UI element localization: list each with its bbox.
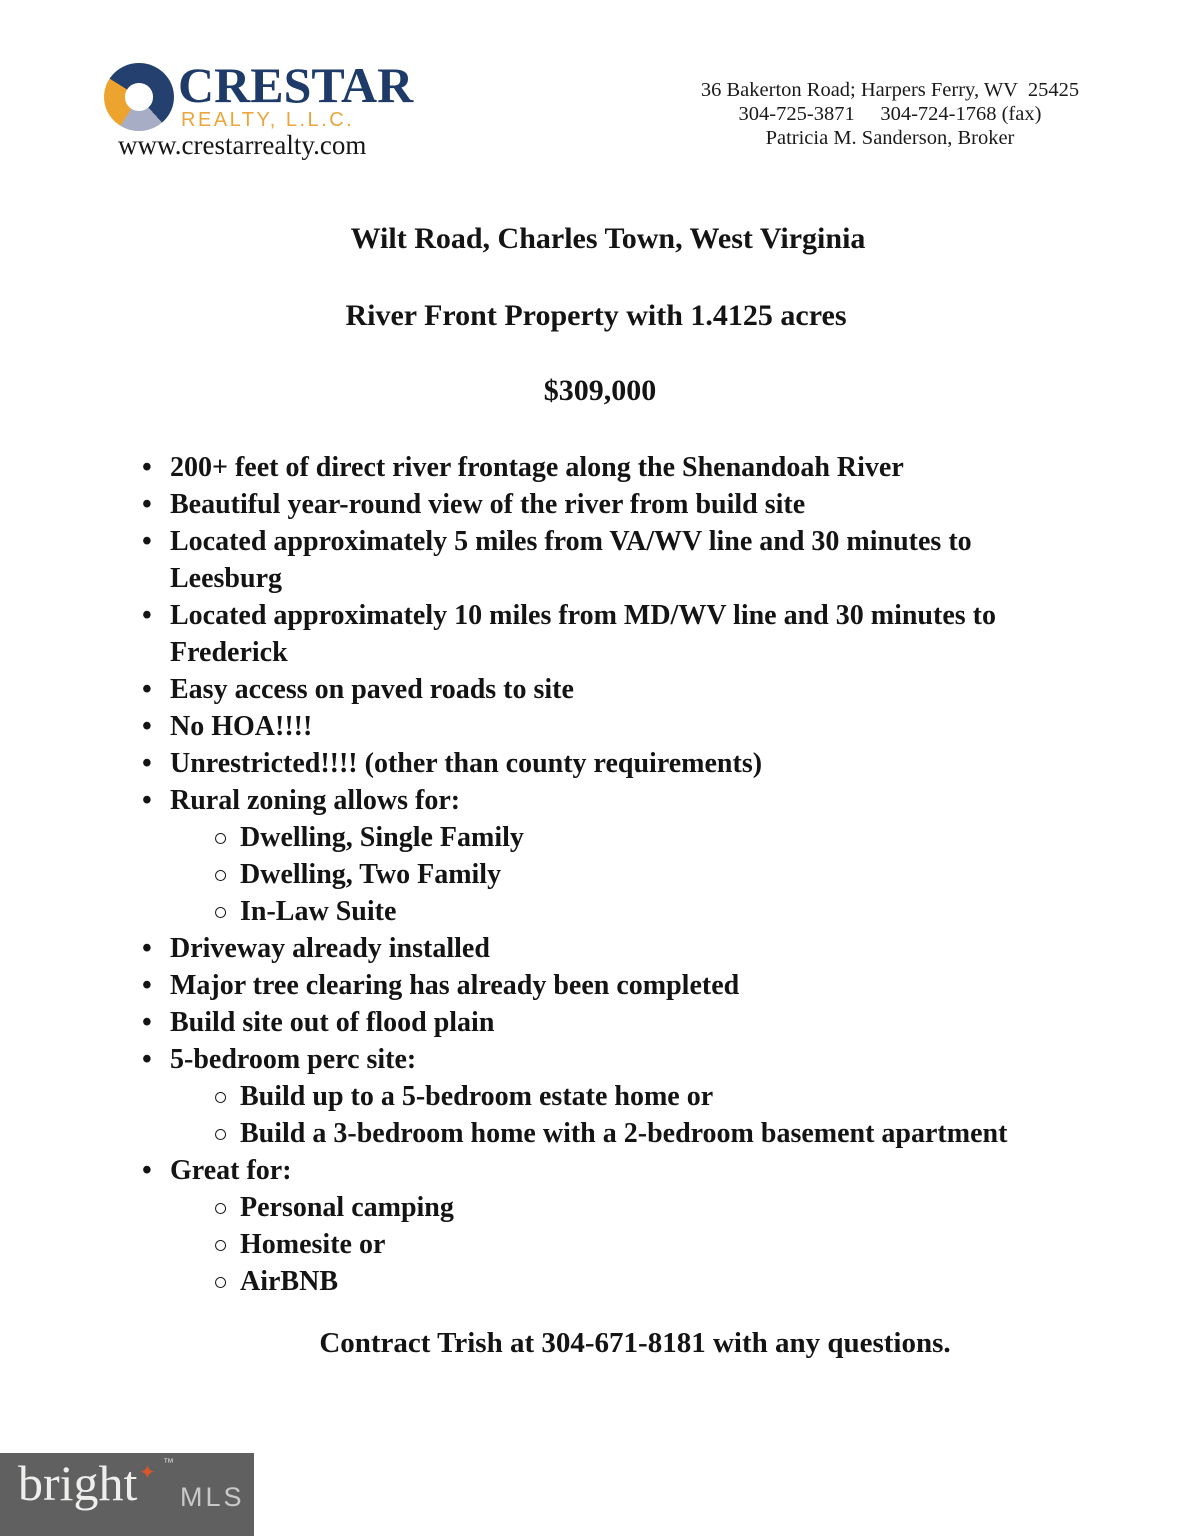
feature-text: Rural zoning allows for: [170, 785, 461, 816]
feature-subtext: Personal camping [240, 1192, 454, 1223]
brand-website: www.crestarrealty.com [118, 130, 367, 160]
bullet-icon: • [142, 785, 152, 816]
brand-subtitle: REALTY, L.L.C. [181, 109, 355, 131]
feature-item [140, 486, 1060, 523]
feature-subitem [213, 819, 1060, 856]
feature-text: No HOA!!!! [170, 711, 313, 742]
feature-text: Unrestricted!!!! (other than county requirements) [170, 748, 763, 779]
feature-item [140, 782, 1060, 930]
trademark-symbol: ™ [163, 1457, 174, 1469]
feature-subtext: Dwelling, Two Family [240, 859, 502, 890]
feature-subitem [213, 1263, 1060, 1300]
feature-subtext: Build up to a 5-bedroom estate home or [240, 1081, 714, 1112]
mls-logo-text: MLS [180, 1482, 245, 1512]
bullet-icon: • [142, 970, 152, 1001]
broker-name: Patricia M. Sanderson, Broker [765, 127, 1015, 149]
feature-text: Beautiful year-round view of the river from build site [170, 489, 806, 520]
bullet-icon: • [142, 711, 152, 742]
feature-subitem [213, 893, 1060, 930]
bullet-icon: • [142, 1007, 152, 1038]
circle-bullet-icon: ○ [213, 899, 229, 926]
circle-bullet-icon: ○ [213, 1121, 229, 1148]
bullet-icon: • [142, 526, 152, 557]
feature-text: Located approximately 10 miles from MD/WV line and 30 minutes to Frederick [170, 600, 996, 668]
feature-sublist [213, 1189, 1060, 1300]
feature-text: Easy access on paved roads to site [170, 674, 574, 705]
feature-item [140, 523, 1060, 597]
feature-subtext: In-Law Suite [240, 896, 397, 927]
broker-phones: 304-725-3871 304-724-1768 (fax) [738, 103, 1042, 125]
feature-item [140, 671, 1060, 708]
feature-item [140, 930, 1060, 967]
brand-name: CRESTAR [178, 57, 414, 113]
listing-title: Wilt Road, Charles Town, West Virginia [350, 222, 866, 255]
feature-sublist [213, 819, 1060, 930]
feature-subitem [213, 1189, 1060, 1226]
bright-logo-text: bright [18, 1455, 138, 1511]
bullet-icon: • [142, 600, 152, 631]
feature-subitem [213, 1078, 1060, 1115]
feature-item [140, 1041, 1060, 1152]
feature-subtext: Build a 3-bedroom home with a 2-bedroom basement apartment [240, 1118, 1008, 1149]
feature-text: Located approximately 5 miles from VA/WV line and 30 minutes to Leesburg [170, 526, 972, 594]
circle-bullet-icon: ○ [213, 1195, 229, 1222]
feature-text: Great for: [170, 1155, 292, 1186]
feature-subitem [213, 1226, 1060, 1263]
bullet-icon: • [142, 674, 152, 705]
features-list [140, 449, 1060, 1300]
feature-subitem [213, 856, 1060, 893]
feature-text: Driveway already installed [170, 933, 490, 964]
listing-subtitle: River Front Property with 1.4125 acres [345, 299, 847, 332]
listing-price: $309,000 [543, 374, 657, 407]
feature-item [140, 449, 1060, 486]
bullet-icon: • [142, 933, 152, 964]
feature-item [140, 708, 1060, 745]
feature-item [140, 1004, 1060, 1041]
bullet-icon: • [142, 1044, 152, 1075]
feature-item [140, 597, 1060, 671]
bright-mls-logo [0, 1453, 254, 1536]
feature-text: Build site out of flood plain [170, 1007, 495, 1038]
feature-text: 5-bedroom perc site: [170, 1044, 417, 1075]
feature-subtext: Homesite or [240, 1229, 386, 1260]
circle-bullet-icon: ○ [213, 1232, 229, 1259]
feature-item [140, 745, 1060, 782]
circle-bullet-icon: ○ [213, 1084, 229, 1111]
broker-address: 36 Bakerton Road; Harpers Ferry, WV 25425 [700, 79, 1080, 101]
circle-bullet-icon: ○ [213, 862, 229, 889]
feature-sublist [213, 1078, 1060, 1152]
four-point-star-icon: ✦ [139, 1460, 156, 1484]
bullet-icon: • [142, 748, 152, 779]
feature-subtext: AirBNB [240, 1266, 338, 1297]
circle-bullet-icon: ○ [213, 825, 229, 852]
feature-text: Major tree clearing has already been completed [170, 970, 740, 1001]
bullet-icon: • [142, 452, 152, 483]
circle-bullet-icon: ○ [213, 1269, 229, 1296]
feature-item [140, 967, 1060, 1004]
feature-text: 200+ feet of direct river frontage along the Shenandoah River [170, 452, 904, 483]
contact-line: Contract Trish at 304-671-8181 with any questions. [319, 1327, 951, 1359]
bullet-icon: • [142, 1155, 152, 1186]
feature-subtext: Dwelling, Single Family [240, 822, 524, 853]
feature-subitem [213, 1115, 1060, 1152]
bullet-icon: • [142, 489, 152, 520]
feature-item [140, 1152, 1060, 1300]
